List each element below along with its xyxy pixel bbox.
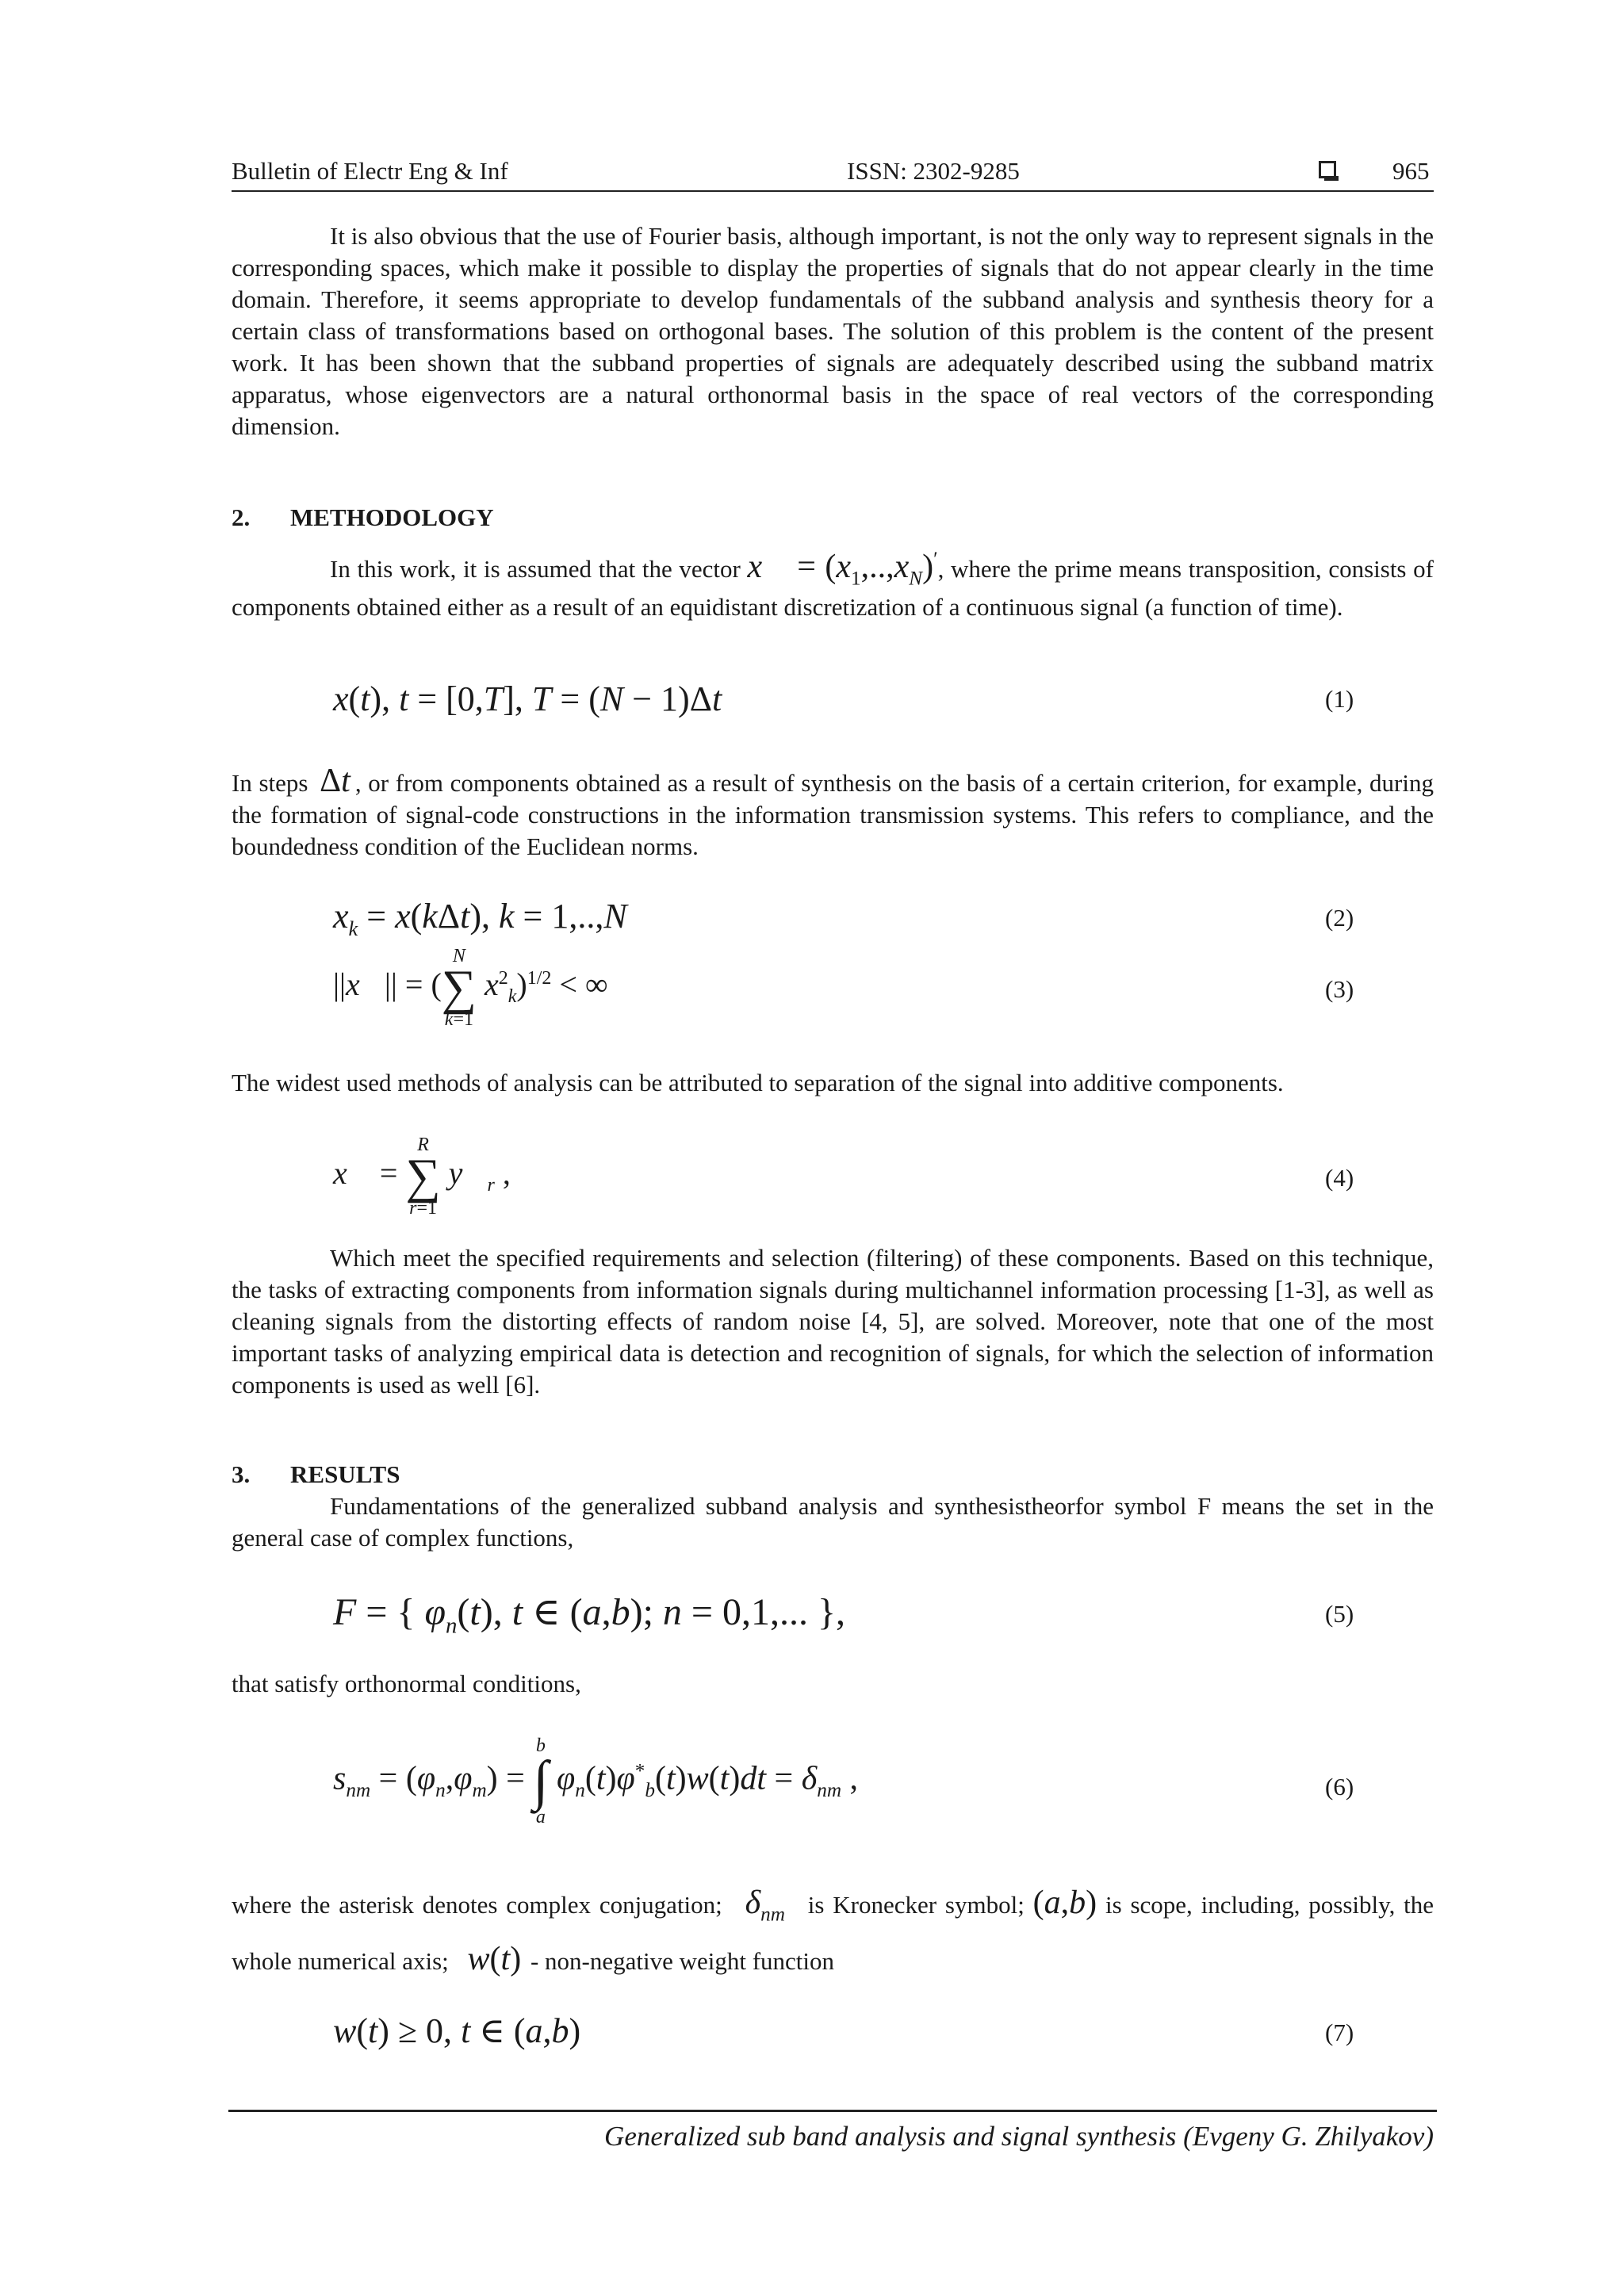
vector-definition-formula: x⃗ = $(x_1,..,x_N)'$ — [747, 549, 938, 590]
equation-2: $x_k = x(k\Delta t)$, k = 1,..,N — [333, 897, 627, 940]
methodology-paragraph-3: The widest used methods of analysis can be attributed to separation of the signal into additive components. — [232, 1069, 1284, 1096]
equation-7: w(t) ≥ 0, t ∈ (a,b) — [333, 2011, 581, 2050]
results-paragraph-3 — [232, 1881, 1434, 1984]
equation-5: F = { $\varphi_n(t)$, t ∈ (a,b); n = 0,1,... }, — [333, 1591, 846, 1639]
header-rule — [232, 190, 1434, 192]
section-heading-results — [232, 1459, 400, 1490]
results-paragraph-2: that satisfy orthonormal conditions, — [232, 1670, 581, 1697]
equation-number-4: (4) — [1325, 1164, 1354, 1192]
equation-3: ||x⃗|| = ( N ∑ k=1 $x^2_k)^{1/2}$ < ∞ — [333, 946, 608, 1030]
text-span: is Kronecker symbol; — [807, 1891, 1025, 1919]
text-span: where the asterisk denotes complex conjugation; — [232, 1891, 722, 1919]
equation-1: x(t), t = [0,T], T = (N − 1)Δt — [333, 679, 722, 718]
scope-interval-symbol: (a,b) — [1032, 1885, 1097, 1921]
methodology-paragraph-2 — [232, 763, 1434, 863]
weight-function-symbol: w(t) — [467, 1941, 522, 1978]
section-number: 2. — [232, 503, 251, 531]
equation-number-3: (3) — [1325, 975, 1354, 1003]
equation-number-1: (1) — [1325, 685, 1354, 713]
equation-number-7: (7) — [1325, 2019, 1354, 2046]
text-span: , or from components obtained as a result of synthesis on the basis of a certain criterion, for example, during the formation of signal-code constructions in the information transmission systems. This refers to compliance, and the boundedness condition of the Euclidean norms. — [232, 769, 1434, 860]
page-number: 965 — [1392, 157, 1430, 185]
equation-number-5: (5) — [1325, 1600, 1354, 1628]
checkbox-square-icon — [1319, 161, 1336, 178]
running-footer: Generalized sub band analysis and signal synthesis (Evgeny G. Zhilyakov) — [604, 2121, 1434, 2152]
results-paragraph-1: Fundamentations of the generalized subband analysis and synthesistheorfor symbol F means the set in the general case of complex functions, — [232, 1492, 1434, 1552]
text-span: - non-negative weight function — [530, 1947, 835, 1976]
journal-title: Bulletin of Electr Eng & Inf — [232, 157, 508, 185]
section-title: METHODOLOGY — [290, 503, 494, 531]
equation-number-2: (2) — [1325, 904, 1354, 932]
intro-paragraph: It is also obvious that the use of Fourier basis, although important, is not the only way to represent signals in the corresponding spaces, which make it possible to display the properties of signals that do not appear clearly in the time domain. Therefore, it seems appropriate to develop fundamentals of the subband analysis and synthesis theory for a certain class of transformations based on orthogonal bases. The solution of this problem is the content of the present work. It has been shown that the subband properties of signals are adequately described using the subband matrix apparatus, whose eigenvectors are a natural orthonormal basis in the space of real vectors of the corresponding dimension. — [232, 222, 1434, 440]
methodology-paragraph-1 — [232, 547, 1434, 623]
section-number: 3. — [232, 1460, 251, 1488]
footer-rule — [228, 2110, 1437, 2112]
text-span: , where the prime means transposition, consists of components obtained either as a result of an equidistant discretization of a continuous signal (a function of time). — [232, 555, 1434, 622]
text-span: In this work, it is assumed that the vector — [330, 555, 741, 583]
kronecker-delta-symbol: $\delta_{nm}$ — [745, 1885, 785, 1926]
delta-t-symbol: Δt — [320, 763, 350, 799]
issn: ISSN: 2302-9285 — [847, 157, 1020, 185]
methodology-paragraph-4: Which meet the specified requirements and selection (filtering) of these components. Based on this technique, the tasks of extracting components from information signals during multichannel information processing [1-3], as well as cleaning signals from the distorting effects of random noise [4, 5], are solved. Moreover, note that one of the most important tasks of analyzing empirical data is detection and recognition of signals, for which the selection of information components is used as well [6]. — [232, 1244, 1434, 1399]
text-span: In steps — [232, 769, 308, 797]
section-title: RESULTS — [290, 1460, 400, 1488]
equation-6: $s_{nm} = (\varphi_n,\varphi_m)$ = b ∫ a $\varphi_n(t)\varphi^*_b(t)w(t)dt = \delta_{nm}$ , — [333, 1735, 859, 1827]
section-heading-methodology — [232, 502, 494, 534]
text-span: is scope, including, possibly, the whole numerical axis; — [232, 1891, 1434, 1976]
equation-4: x⃗ = R ∑ r=1 $y⃗_r$ , — [333, 1135, 511, 1219]
equation-number-6: (6) — [1325, 1773, 1354, 1800]
